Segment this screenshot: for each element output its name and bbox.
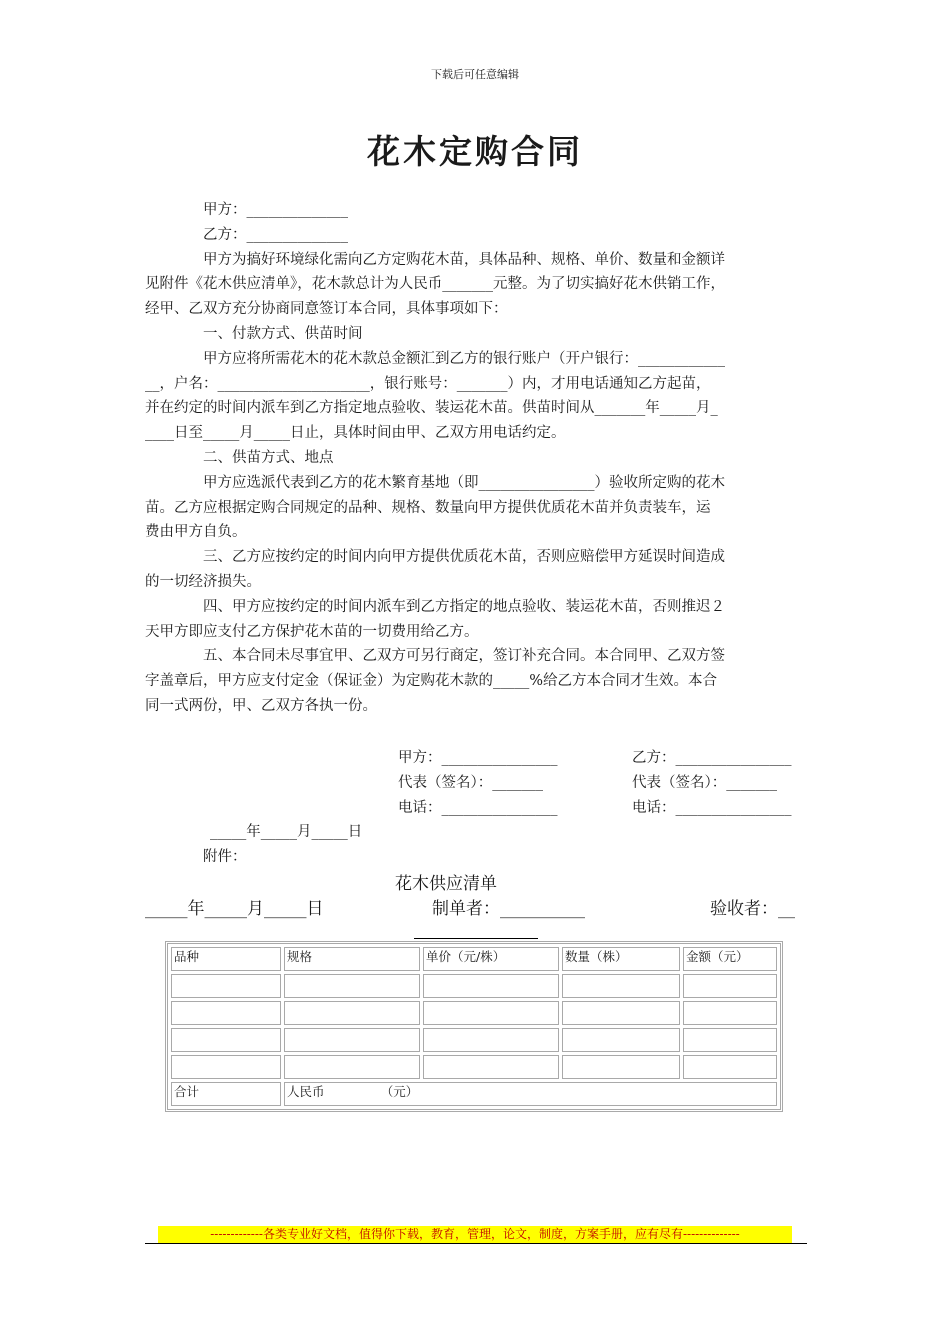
footer-divider [145,1243,807,1244]
header-cell: 规格 [284,947,420,971]
table-cell[interactable] [423,1028,559,1052]
section-line: 费由甲方自负。 [145,524,247,541]
section-line: 同一式两份，甲、乙双方各执一份。 [145,697,377,714]
section-line: 甲方应选派代表到乙方的花木繁育基地（即________________）验收所定购的花木 [203,474,725,491]
intro-line: 见附件《花木供应清单》，花木款总计为人民币_______元整。为了切实搞好花木供销工作， [145,276,725,293]
section-heading: 二、供苗方式、地点 [203,449,334,466]
contract-body [145,198,810,719]
table-row [171,974,777,998]
supply-list-date: _____年_____月_____日 [145,899,324,919]
table-header-row [171,947,777,971]
footer-banner: -------------各类专业好文档，值得你下载，教育，管理，论文，制度，方案手册，应有尽有-------------- [158,1226,792,1243]
header-cell: 金额（元） [683,947,777,971]
section-line: ____日至_____月_____日止，具体时间由甲、乙双方用电话约定。 [145,425,566,442]
table-cell[interactable] [683,1028,777,1052]
sign-party-b: 乙方：________________ [632,750,792,766]
section-line: 甲方应将所需花木的花木款总金额汇到乙方的银行账户（开户银行：____________ [203,350,725,367]
signature-underline [414,938,538,939]
sign-rep-a: 代表（签名）：_______ [398,775,543,791]
table-cell[interactable] [284,974,420,998]
table-cell[interactable] [171,1001,281,1025]
sign-date: _____年_____月_____日 [210,824,363,840]
table-cell[interactable] [171,974,281,998]
header-cell: 单价（元/株） [423,947,559,971]
section-line: 五、本合同未尽事宜甲、乙双方可另行商定，签订补充合同。本合同甲、乙双方签 [203,648,725,665]
table-cell[interactable] [683,974,777,998]
table-cell[interactable] [284,1055,420,1079]
table-row [171,1028,777,1052]
table-cell[interactable] [683,1055,777,1079]
table-cell[interactable] [171,1028,281,1052]
table-cell[interactable] [562,1055,680,1079]
table-row [171,1055,777,1079]
table-cell[interactable] [423,974,559,998]
section-line: 字盖章后，甲方应支付定金（保证金）为定购花木款的_____%给乙方本合同才生效。本合 [145,673,718,690]
section-line: 苗。乙方应根据定购合同规定的品种、规格、数量向甲方提供优质花木苗并负责装车，运 [145,499,711,516]
intro-line: 经甲、乙双方充分协商同意签订本合同，具体事项如下： [145,301,508,318]
attachment-label: 附件： [203,849,247,865]
table-cell[interactable] [423,1055,559,1079]
supply-list-inspector: 验收者：__ [710,899,795,919]
section-line: 四、甲方应按约定的时间内派车到乙方指定的地点验收、装运花木苗，否则推迟２ [203,598,725,615]
supply-list-title: 花木供应清单 [395,874,497,894]
document-title: 花木定购合同 [367,132,583,171]
table-cell[interactable] [171,1055,281,1079]
party-a-line: 甲方：______________ [203,202,348,218]
section-line: 三、乙方应按约定的时间内向甲方提供优质花木苗，否则应赔偿甲方延误时间造成 [203,549,725,566]
section-heading: 一、付款方式、供苗时间 [203,325,363,342]
table-cell[interactable] [284,1028,420,1052]
table-cell[interactable] [683,1001,777,1025]
sign-party-a: 甲方：________________ [398,750,558,766]
table-row [171,1001,777,1025]
table-cell[interactable] [562,1001,680,1025]
party-b-line: 乙方：______________ [203,226,348,243]
table-cell[interactable] [423,1001,559,1025]
supply-table [165,941,783,1112]
intro-line: 甲方为搞好环境绿化需向乙方定购花木苗，具体品种、规格、单价、数量和金额详 [203,251,725,268]
table-cell[interactable] [562,974,680,998]
sign-phone-a: 电话：________________ [398,800,558,816]
sign-phone-b: 电话：________________ [632,800,792,816]
header-cell: 品种 [171,947,281,971]
table-cell[interactable] [562,1028,680,1052]
supply-list-maker: 制单者：__________ [432,899,585,919]
section-line: 并在约定的时间内派车到乙方指定地点验收、装运花木苗。供苗时间从_______年_____月_ [145,400,718,417]
section-line: 的一切经济损失。 [145,573,261,590]
total-value-cell[interactable]: 人民币 （元） [284,1082,777,1106]
table-cell[interactable] [284,1001,420,1025]
total-label-cell: 合计 [171,1082,281,1106]
section-line: __，户名：_____________________，银行账号：_______）内，才用电话通知乙方起苗， [145,375,711,392]
header-note: 下载后可任意编辑 [431,68,519,81]
sign-rep-b: 代表（签名）：_______ [632,775,777,791]
table-total-row [171,1082,777,1106]
header-cell: 数量（株） [562,947,680,971]
section-line: 天甲方即应支付乙方保护花木苗的一切费用给乙方。 [145,623,479,640]
